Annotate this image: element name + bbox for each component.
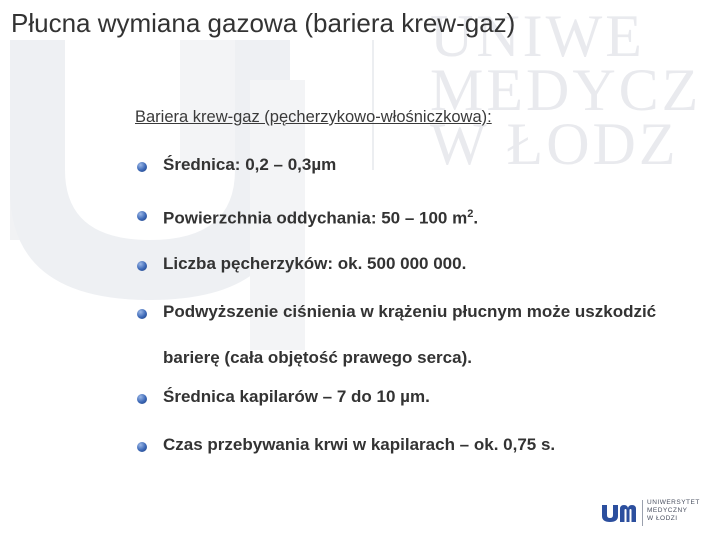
bullet-icon <box>137 162 147 172</box>
slide-subtitle: Bariera krew-gaz (pęcherzykowo-włośniczkowa): <box>135 108 492 126</box>
bullet-icon <box>137 261 147 271</box>
bullet-icon <box>137 211 147 221</box>
bullet-text: Średnica kapilarów – 7 do 10 µm. <box>163 387 430 406</box>
bullet-item <box>137 389 430 420</box>
bullet-icon <box>137 309 147 319</box>
bullet-text-end: . <box>473 208 479 228</box>
bullet-item <box>137 206 478 242</box>
bullet-item <box>137 304 683 381</box>
bullet-text: Liczba pęcherzyków: ok. 500 000 000. <box>163 254 467 273</box>
superscript: 2 <box>467 208 474 220</box>
bullet-text: Czas przebywania krwi w kapilarach – ok. 0,75 s. <box>163 435 556 454</box>
logo-text: UNIWERSYTET MEDYCZNY W ŁODZI <box>647 499 700 522</box>
watermark-text-2: MEDYCZ <box>430 57 702 123</box>
bullet-item <box>137 256 466 287</box>
watermark-text-1: UNIWE <box>430 3 645 69</box>
bullet-text: Podwyższenie ciśnienia w krążeniu płucnym może uszkodzić barierę (cała objętość prawego serca). <box>163 302 657 367</box>
logo-mark-icon <box>600 503 638 523</box>
bullet-text: Średnica: 0,2 – 0,3µm <box>163 155 337 174</box>
watermark-text-3: W ŁODZ <box>430 111 679 177</box>
bullet-text <box>163 191 478 242</box>
university-logo <box>600 498 710 528</box>
bullet-item <box>137 437 555 468</box>
slide-title: Płucna wymiana gazowa (bariera krew-gaz) <box>11 8 516 38</box>
bullet-icon <box>137 394 147 404</box>
bullet-item <box>137 157 336 188</box>
logo-divider <box>642 500 643 526</box>
bullet-text-main: Powierzchnia oddychania: 50 – 100 m <box>163 208 468 228</box>
bullet-icon <box>137 442 147 452</box>
watermark-divider <box>372 40 374 170</box>
